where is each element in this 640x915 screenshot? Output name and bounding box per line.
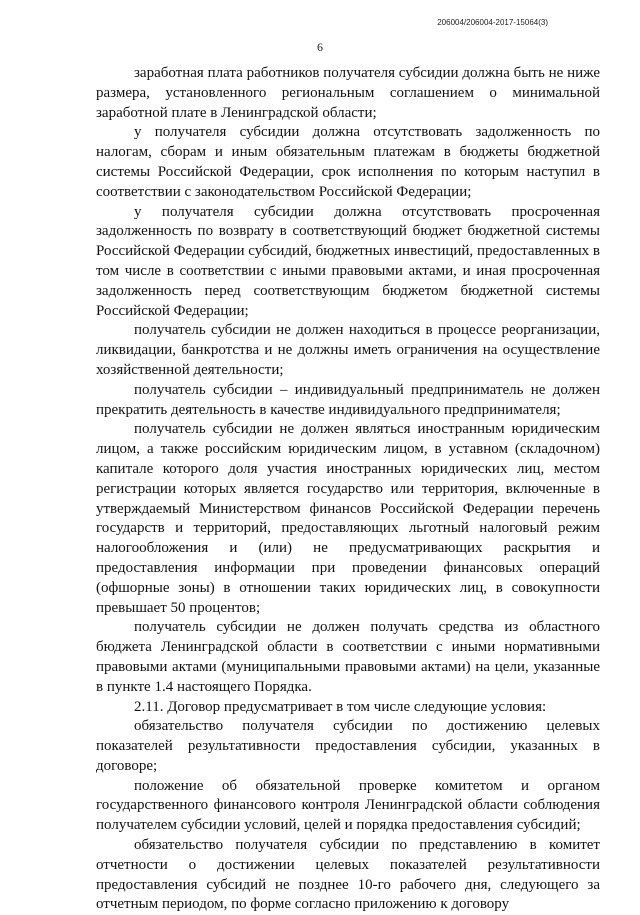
paragraph-entrepreneur-activity: получатель субсидии – индивидуальный предприниматель не должен прекратить деятельность в качестве индивидуального предпринимателя; (96, 381, 600, 418)
document-id: 206004/206004-2017-15064(3) (437, 18, 548, 27)
paragraph-wage-requirement: заработная плата работников получателя субсидии должна быть не ниже размера, установленного региональным соглашением о минимальной заработной плате в Ленинградской области; (96, 65, 600, 121)
paragraph-compliance-check: положение об обязательной проверке комитетом и органом государственного финансового контроля Ленинградской области соблюдения получателем субсидии условий, целей и порядка предоставления субсидий; (96, 777, 600, 834)
paragraph-clause-2-11: 2.11. Договор предусматривает в том числе следующие условия: (134, 698, 547, 715)
paragraph-targets-obligation: обязательство получателя субсидии по достижению целевых показателей результативности предоставления субсидии, указанных в договоре; (96, 718, 600, 774)
document-body (96, 64, 600, 915)
paragraph-no-tax-debt: у получателя субсидии должна отсутствовать задолженность по налогам, сборам и иным обязательным платежам в бюджеты бюджетной системы Российской Федерации, срок исполнения по которым наступил в соответствии с законодательством Российской Федерации; (96, 124, 600, 200)
paragraph-reporting-obligation: обязательство получателя субсидии по представлению в комитет отчетности о достижении целевых показателей результативности предоставления субсидий не позднее 10-го рабочего дня, следующего за отчетным периодом, по форме согласно приложению к договору (96, 837, 600, 913)
paragraph-no-overdue-debt: у получателя субсидии должна отсутствовать просроченная задолженность по возврату в соответствующий бюджет бюджетной системы Российской Федерации субсидий, бюджетных инвестиций, предоставленных в том числе в соответствии с иными правовыми актами, и иная просроченная задолженность перед соответствующим бюджетом бюджетной системы Российской Федерации; (96, 203, 600, 319)
page-number: 6 (317, 40, 323, 54)
paragraph-no-reorganization: получатель субсидии не должен находиться в процессе реорганизации, ликвидации, банкротства и не должны иметь ограничения на осуществление хозяйственной деятельности; (96, 322, 600, 378)
paragraph-no-other-funds: получатель субсидии не должен получать средства из областного бюджета Ленинградской области в соответствии с иными нормативными правовыми актами (муниципальными правовыми актами) на цели, указанные в пункте 1.4 настоящего Порядка. (96, 619, 600, 695)
paragraph-foreign-entity: получатель субсидии не должен являться иностранным юридическим лицом, а также российским юридическим лицом, в уставном (складочном) капитале которого доля участия иностранных юридических лиц, местом регистрации которых является государство или территория, включенные в утверждаемый Министерством финансов Российской Федерации перечень государств и территорий, предоставляющих льготный налоговый режим налогообложения и (или) не предусматривающих раскрытия и предоставления информации при проведении финансовых операций (офшорные зоны) в отношении таких юридических лиц, в совокупности превышает 50 процентов; (96, 421, 600, 616)
